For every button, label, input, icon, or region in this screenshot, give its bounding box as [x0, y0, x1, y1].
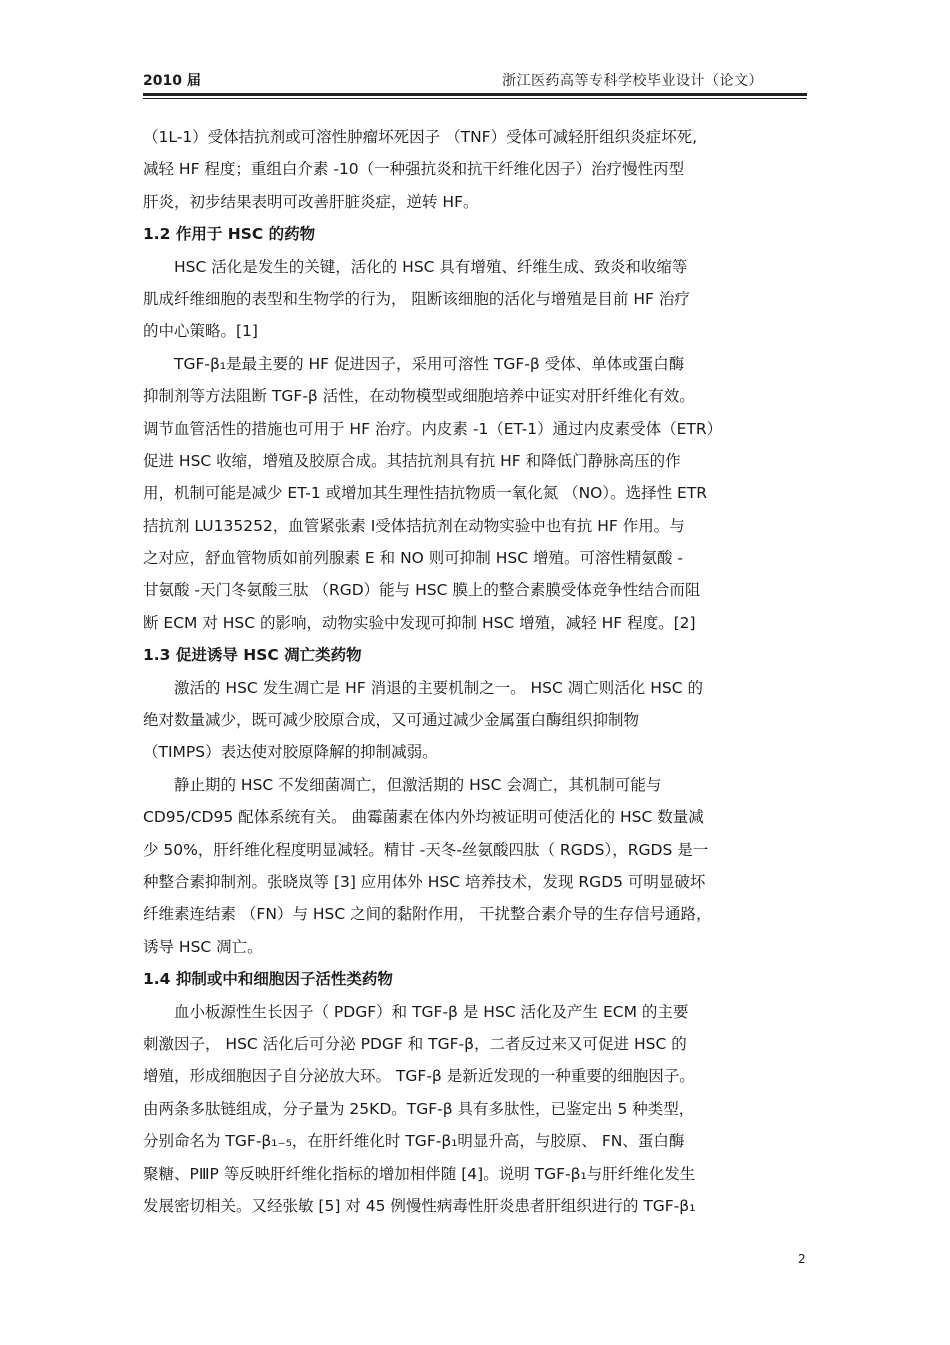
- text-line: 肌成纤维细胞的表型和生物学的行为， 阻断该细胞的活化与增殖是目前 HF 治疗: [143, 289, 690, 308]
- text-line: 诱导 HSC 凋亡。: [143, 937, 263, 956]
- header-rule-thick: [143, 93, 807, 96]
- text-line: HSC 活化是发生的关键，活化的 HSC 具有增殖、纤维生成、致炎和收缩等: [143, 257, 688, 276]
- page-header: [143, 68, 807, 92]
- text-line: 调节血管活性的措施也可用于 HF 治疗。内皮素 -1（ET-1）通过内皮素受体（ETR）: [143, 419, 723, 438]
- text-line: 抑制剂等方法阻断 TGF-β 活性，在动物模型或细胞培养中证实对肝纤维化有效。: [143, 387, 695, 406]
- text-line: 分别命名为 TGF-β₁₋₅，在肝纤维化时 TGF-β₁明显升高，与胶原、 FN、蛋白酶: [143, 1132, 685, 1151]
- text-line: 血小板源性生长因子（ PDGF）和 TGF-β 是 HSC 活化及产生 ECM 的主要: [143, 1002, 689, 1021]
- text-line: 少 50%，肝纤维化程度明显减轻。精甘 -天冬-丝氨酸四肽（ RGDS），RGDS 是一: [143, 840, 709, 859]
- section-heading-1-2: 1.2 作用于 HSC 的药物: [143, 225, 316, 244]
- text-line: 由两条多肽链组成，分子量为 25KD。TGF-β 具有多肽性，已鉴定出 5 种类型，: [143, 1099, 695, 1118]
- text-line: CD95/CD95 配体系统有关。 曲霉菌素在体内外均被证明可使活化的 HSC 数量减: [143, 808, 704, 827]
- text-line: 聚糖、PⅢP 等反映肝纤维化指标的增加相伴随 [4]。说明 TGF-β₁与肝纤维化发生: [143, 1164, 696, 1183]
- header-year: 2010 届: [143, 73, 201, 89]
- text-line: 促进 HSC 收缩，增殖及胶原合成。其拮抗剂具有抗 HF 和降低门静脉高压的作: [143, 451, 681, 470]
- header-rule-thin: [143, 98, 807, 99]
- text-line: 纤维素连结素 （FN）与 HSC 之间的黏附作用， 干扰整合素介导的生存信号通路，: [143, 905, 712, 924]
- body-text: [143, 121, 807, 1222]
- text-line: 拮抗剂 LU135252，血管紧张素 Ⅰ受体拮抗剂在动物实验中也有抗 HF 作用。与: [143, 516, 685, 535]
- section-heading-1-4: 1.4 抑制或中和细胞因子活性类药物: [143, 970, 393, 989]
- page-number: 2: [798, 1252, 806, 1266]
- text-line: 甘氨酸 -天门冬氨酸三肽 （RGD）能与 HSC 膜上的整合素膜受体竞争性结合而阻: [143, 581, 701, 600]
- text-line: 的中心策略。[1]: [143, 322, 258, 341]
- text-line: 肝炎，初步结果表明可改善肝脏炎症，逆转 HF。: [143, 192, 479, 211]
- text-line: （1L-1）受体拮抗剂或可溶性肿瘤坏死因子 （TNF）受体可减轻肝组织炎症坏死,: [143, 128, 698, 146]
- header-institution: 浙江医药高等专科学校毕业设计（论文）: [502, 73, 763, 89]
- text-line: 减轻 HF 程度；重组白介素 -10（一种强抗炎和抗干纤维化因子）治疗慢性丙型: [143, 160, 685, 179]
- text-line: 断 ECM 对 HSC 的影响，动物实验中发现可抑制 HSC 增殖，减轻 HF 程度。[2]: [143, 613, 696, 632]
- text-line: （TIMPS）表达使对胶原降解的抑制减弱。: [143, 743, 438, 762]
- text-line: 刺激因子， HSC 活化后可分泌 PDGF 和 TGF-β，二者反过来又可促进 HSC 的: [143, 1034, 687, 1053]
- text-line: 绝对数量减少，既可减少胶原合成，又可通过减少金属蛋白酶组织抑制物: [143, 711, 640, 730]
- text-line: 增殖，形成细胞因子自分泌放大环。 TGF-β 是新近发现的一种重要的细胞因子。: [143, 1067, 695, 1086]
- text-line: TGF-β₁是最主要的 HF 促进因子，采用可溶性 TGF-β 受体、单体或蛋白酶: [143, 354, 685, 373]
- section-heading-1-3: 1.3 促进诱导 HSC 凋亡类药物: [143, 646, 362, 665]
- text-line: 静止期的 HSC 不发细菌凋亡，但激活期的 HSC 会凋亡，其机制可能与: [143, 775, 662, 794]
- text-line: 用，机制可能是减少 ET-1 或增加其生理性拮抗物质一氧化氮 （NO）。选择性 ETR: [143, 484, 708, 503]
- text-line: 激活的 HSC 发生凋亡是 HF 消退的主要机制之一。 HSC 凋亡则活化 HSC 的: [143, 678, 703, 697]
- text-line: 种整合素抑制剂。张晓岚等 [3] 应用体外 HSC 培养技术，发现 RGD5 可明显破坏: [143, 872, 706, 891]
- text-line: 之对应，舒血管物质如前列腺素 E 和 NO 则可抑制 HSC 增殖。可溶性精氨酸 -: [143, 549, 683, 568]
- text-line: 发展密切相关。又经张敏 [5] 对 45 例慢性病毒性肝炎患者肝组织进行的 TGF-β₁: [143, 1196, 696, 1215]
